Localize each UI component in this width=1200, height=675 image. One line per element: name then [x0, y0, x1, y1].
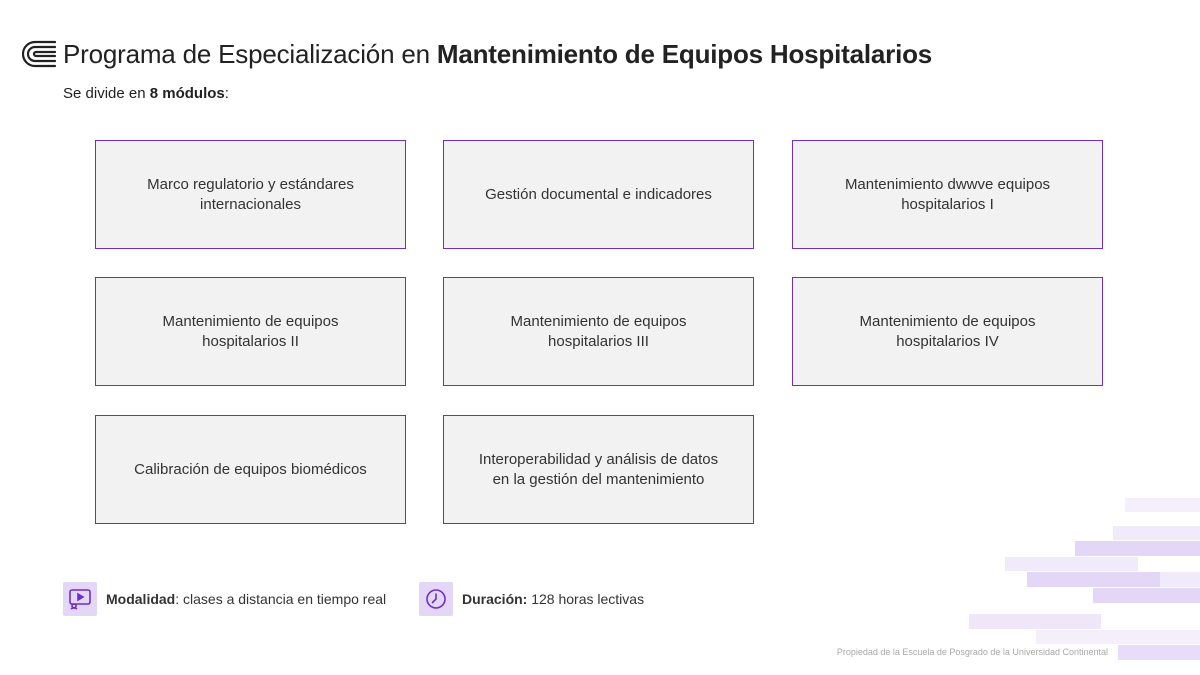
module-label: Mantenimiento de equipos hospitalarios II — [162, 312, 339, 350]
page-title: Programa de Especialización en Mantenimiento de Equipos Hospitalarios — [63, 38, 933, 69]
duration-info — [419, 582, 644, 616]
modality-label: Modalidad — [106, 591, 176, 607]
footer-copyright: Propiedad de la Escuela de Posgrado de la Universidad Continental — [836, 647, 1108, 657]
duration-label: Duración: — [462, 591, 528, 607]
modality-value: clases a distancia en tiempo real — [179, 591, 387, 607]
module-label: Mantenimiento dwwve equipos hospitalarios I — [844, 175, 1051, 213]
module-label: Mantenimiento de equipos hospitalarios IV — [859, 312, 1036, 350]
video-class-icon — [63, 582, 97, 616]
module-card — [95, 140, 406, 249]
modules-grid — [95, 140, 1107, 528]
module-card — [792, 140, 1103, 249]
module-card — [443, 277, 754, 386]
module-label: Calibración de equipos biomédicos — [134, 460, 367, 478]
module-card — [95, 415, 406, 524]
module-card — [443, 140, 754, 249]
module-card — [443, 415, 754, 524]
modules-intro: Se divide en 8 módulos: — [63, 85, 229, 102]
university-logo-icon — [22, 38, 58, 70]
clock-icon — [419, 582, 453, 616]
module-card — [95, 277, 406, 386]
module-card — [792, 277, 1103, 386]
header — [22, 38, 932, 70]
module-label: Marco regulatorio y estándares internacionales — [147, 175, 354, 213]
module-label: Interoperabilidad y análisis de datos en la gestión del mantenimiento — [478, 450, 719, 488]
duration-value: 128 horas lectivas — [527, 591, 645, 607]
modality-info: Modalidad: clases a distancia en tiempo real — [63, 582, 386, 616]
module-label: Gestión documental e indicadores — [485, 185, 712, 203]
module-label: Mantenimiento de equipos hospitalarios III — [510, 312, 687, 350]
